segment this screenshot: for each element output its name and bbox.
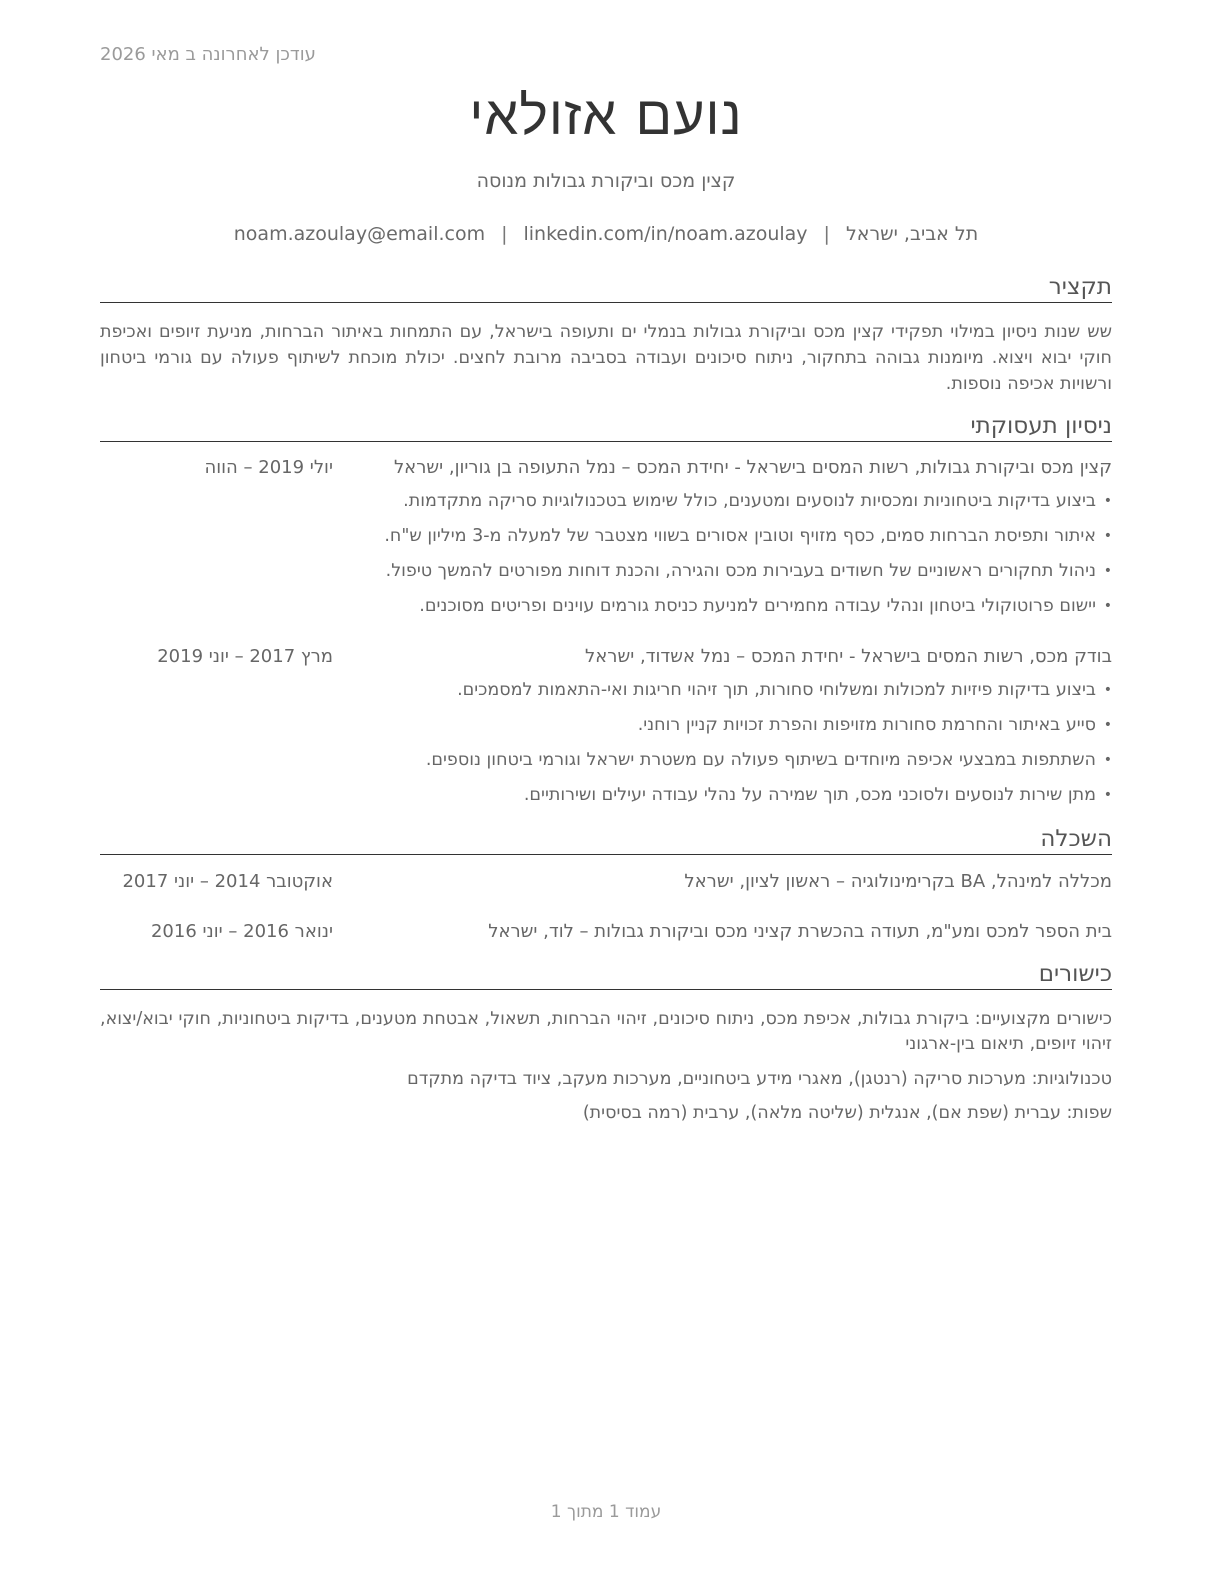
list-item: • איתור ותפיסת הברחות סמים, כסף מזויף וטובין אסורים בשווי מצטבר של למעלה מ-3 מיליון ש"ח. <box>100 523 1112 558</box>
job-header <box>100 457 1112 483</box>
list-item: • יישום פרוטוקולי ביטחון ונהלי עבודה מחמירים למניעת כניסת גורמים עוינים ופריטים מסוכנים. <box>100 593 1112 628</box>
job-header <box>100 646 1112 672</box>
education-dates: אוקטובר 2014 – יוני 2017 <box>122 871 333 892</box>
contact-separator: | <box>501 223 508 245</box>
bullet-icon: • <box>1103 563 1112 579</box>
education-label: מכללה למינהל, BA בקרימינולוגיה – ראשון לציון, ישראל <box>684 871 1112 892</box>
job-dates: יולי 2019 – הווה <box>204 457 333 478</box>
section-heading-education: השכלה <box>100 826 1112 855</box>
last-updated: עודכן לאחרונה ב מאי 2026 <box>100 44 316 65</box>
contact-line <box>100 223 1112 245</box>
bullet-icon: • <box>1103 493 1112 509</box>
job-dates: מרץ 2017 – יוני 2019 <box>157 646 333 667</box>
list-item: • השתתפות במבצעי אכיפה מיוחדים בשיתוף פעולה עם משטרת ישראל וגורמי ביטחון נוספים. <box>100 747 1112 782</box>
job-role: קצין מכס וביקורת גבולות, רשות המסים בישראל - יחידת המכס – נמל התעופה בן גוריון, ישראל <box>393 457 1112 478</box>
list-item: • מתן שירות לנוסעים ולסוכני מכס, תוך שמירה על נהלי עבודה יעילים ושירותיים. <box>100 782 1112 817</box>
job-bullets <box>100 677 1112 817</box>
contact-email[interactable]: noam.azoulay@email.com <box>233 223 486 245</box>
contact-linkedin[interactable]: linkedin.com/in/noam.azoulay <box>523 223 808 245</box>
contact-location: תל אביב, ישראל <box>845 223 979 245</box>
list-item: • סייע באיתור והחרמת סחורות מזויפות והפרת זכויות קניין רוחני. <box>100 712 1112 747</box>
bullet-icon: • <box>1103 528 1112 544</box>
section-heading-skills: כישורים <box>100 961 1112 990</box>
bullet-icon: • <box>1103 598 1112 614</box>
bullet-icon: • <box>1103 682 1112 698</box>
education-item <box>100 921 1112 947</box>
skills-technologies: טכנולוגיות: מערכות סריקה (רנטגן), מאגרי מידע ביטחוניים, מערכות מעקב, ציוד בדיקה מתקדם <box>407 1069 1112 1089</box>
bullet-icon: • <box>1103 752 1112 768</box>
candidate-name: נועם אזולאי <box>469 84 743 147</box>
education-item <box>100 871 1112 897</box>
page-number: עמוד 1 מתוך 1 <box>550 1502 662 1522</box>
list-item: • ניהול תחקורים ראשוניים של חשודים בעבירות מכס והגירה, והכנת דוחות מפורטים להמשך טיפול. <box>100 558 1112 593</box>
section-heading-experience: ניסיון תעסוקתי <box>100 413 1112 442</box>
skills-languages: שפות: עברית (שפת אם), אנגלית (שליטה מלאה), ערבית (רמה בסיסית) <box>582 1103 1112 1123</box>
skills-professional: כישורים מקצועיים: ביקורת גבולות, אכיפת מכס, ניתוח סיכונים, זיהוי הברחות, תשאול, אבטחת מטענים, בדיקות ביטחוניות, חוקי יבוא/יצוא, זיהוי זיופים, תיאום בין-ארגוני <box>100 1009 1112 1054</box>
list-item: • ביצוע בדיקות ביטחוניות ומכסיות לנוסעים ומטענים, כולל שימוש בטכנולוגיות סריקה מתקדמות. <box>100 488 1112 523</box>
education-dates: ינואר 2016 – יוני 2016 <box>150 921 333 942</box>
job-role: בודק מכס, רשות המסים בישראל - יחידת המכס – נמל אשדוד, ישראל <box>585 646 1112 667</box>
section-heading-summary: תקציר <box>100 274 1112 303</box>
resume-page <box>100 0 1112 1584</box>
bullet-icon: • <box>1103 717 1112 733</box>
bullet-icon: • <box>1103 787 1112 803</box>
candidate-title: קצין מכס וביקורת גבולות מנוסה <box>476 170 736 192</box>
job-bullets <box>100 488 1112 628</box>
list-item: • ביצוע בדיקות פיזיות למכולות ומשלוחי סחורות, תוך זיהוי חריגות ואי-התאמות למסמכים. <box>100 677 1112 712</box>
education-label: בית הספר למכס ומע"מ, תעודה בהכשרת קציני מכס וביקורת גבולות – לוד, ישראל <box>488 921 1112 942</box>
summary-text: שש שנות ניסיון במילוי תפקידי קצין מכס וביקורת גבולות בנמלי ים ותעופה בישראל, עם התמחות באיתור הברחות, מניעת זיופים ואכיפת חוקי יבוא ויצוא. מיומנות גבוהה בתחקור, ניתוח סיכונים ועבודה בסביבה מרובת לחצים. יכולת מוכחת לשיתוף פעולה עם גורמי ביטחון ורשויות אכיפה נוספות. <box>100 322 1112 394</box>
contact-separator: | <box>823 223 830 245</box>
